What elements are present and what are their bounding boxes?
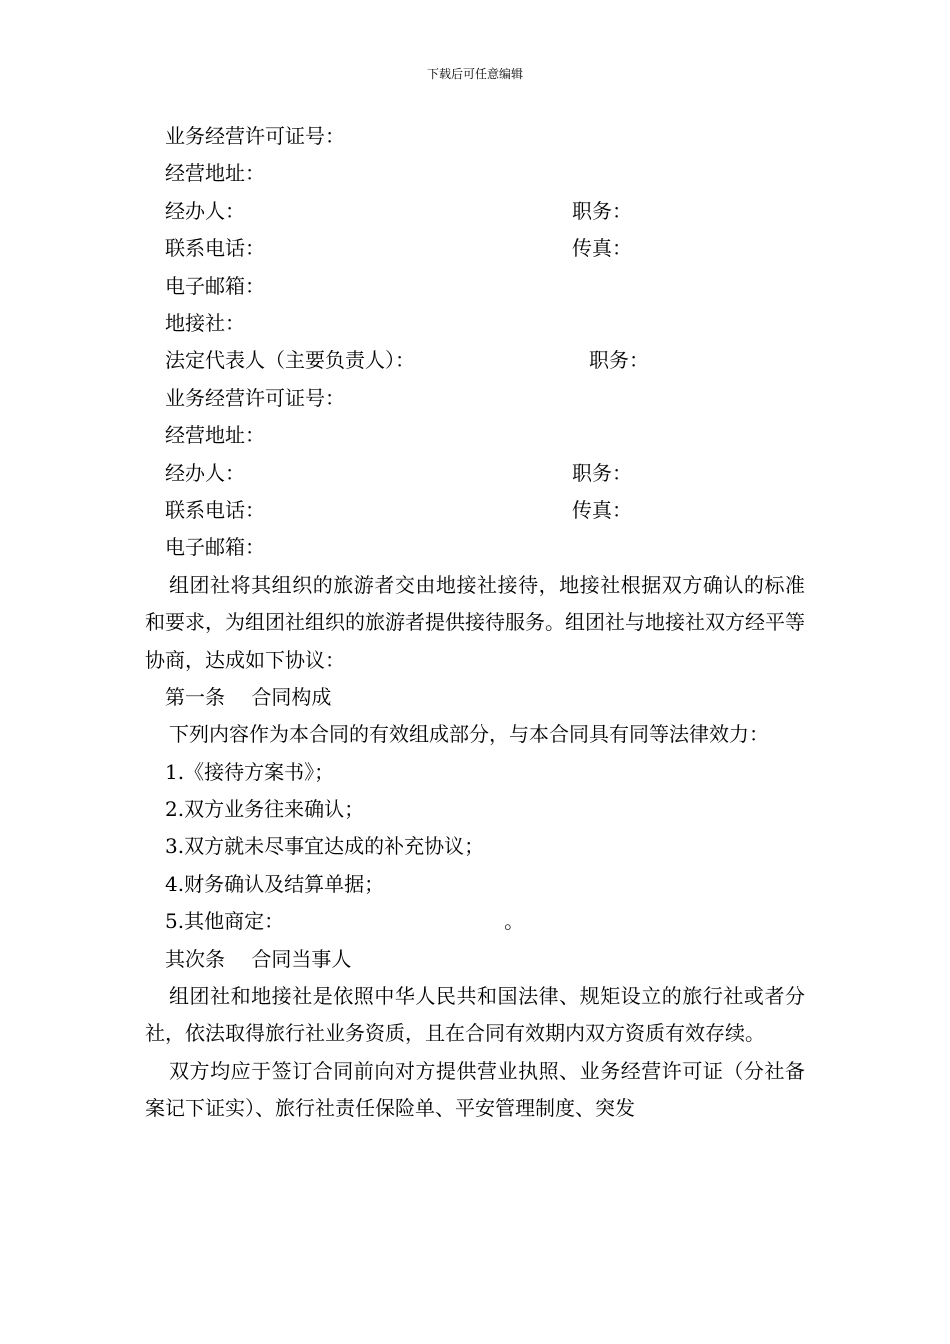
phone-line bbox=[145, 230, 805, 267]
address-label-2: 经营地址： bbox=[165, 423, 265, 448]
phone-label: 联系电话： bbox=[165, 236, 265, 261]
article-1-title: 第一条 合同构成 bbox=[165, 684, 332, 709]
position-label: 职务： bbox=[572, 198, 632, 223]
address-label: 经营地址： bbox=[165, 161, 265, 186]
email-line-2 bbox=[145, 529, 805, 566]
phone-label-2: 联系电话： bbox=[165, 497, 265, 522]
list-item: 2.双方业务往来确认； bbox=[165, 797, 365, 822]
page-header: 下载后可任意编辑 bbox=[426, 67, 523, 81]
article-2-title: 其次条 合同当事人 bbox=[165, 946, 352, 971]
list-item-end-mark: 。 bbox=[504, 909, 525, 934]
address-line-2 bbox=[145, 417, 805, 454]
phone-line-2 bbox=[145, 492, 805, 529]
intro-paragraph: 组团社将其组织的旅游者交由地接社接待，地接社根据双方确认的标准和要求，为组团社组织的旅游者提供接待服务。组团社与地接社双方经平等协商，达成如下协议： bbox=[145, 572, 805, 672]
legal-rep-position-label: 职务： bbox=[589, 348, 649, 373]
list-item: 4.财务确认及结算单据； bbox=[165, 871, 385, 896]
list-item-other bbox=[145, 903, 805, 940]
email-label: 电子邮箱： bbox=[165, 273, 265, 298]
email-label-2: 电子邮箱： bbox=[165, 535, 265, 560]
license-number-line bbox=[145, 118, 805, 155]
fax-label: 传真： bbox=[572, 236, 632, 261]
email-line bbox=[145, 268, 805, 305]
legal-rep-line bbox=[145, 342, 805, 379]
license-number-label: 业务经营许可证号： bbox=[165, 124, 345, 148]
agent-label: 经办人： bbox=[165, 198, 245, 223]
document-body bbox=[145, 118, 805, 1128]
license-number-line-2 bbox=[145, 380, 805, 417]
position-label-2: 职务： bbox=[572, 460, 632, 485]
agent-line-2 bbox=[145, 455, 805, 492]
local-agency-line bbox=[145, 305, 805, 342]
list-item: 3.双方就未尽事宜达成的补充协议； bbox=[165, 834, 485, 859]
address-line bbox=[145, 155, 805, 192]
list-item: 1.《接待方案书》； bbox=[165, 759, 335, 784]
agent-line bbox=[145, 193, 805, 230]
fax-label-2: 传真： bbox=[572, 497, 632, 522]
local-agency-label: 地接社： bbox=[165, 310, 245, 335]
license-number-label-2: 业务经营许可证号： bbox=[165, 385, 345, 410]
legal-rep-label: 法定代表人（主要负责人）： bbox=[165, 348, 415, 373]
other-agreement-label: 5.其他商定： bbox=[165, 909, 285, 934]
article-2-paragraph-2: 双方均应于签订合同前向对方提供营业执照、业务经营许可证（分社备案记下证实）、旅行社责任保险单、平安管理制度、突发 bbox=[145, 1058, 805, 1121]
article-2-paragraph-1: 组团社和地接社是依照中华人民共和国法律、规矩设立的旅行社或者分社，依法取得旅行社业务资质，且在合同有效期内双方资质有效存续。 bbox=[145, 984, 805, 1046]
article-1-text: 下列内容作为本合同的有效组成部分，与本合同具有同等法律效力： bbox=[169, 722, 769, 747]
agent-label-2: 经办人： bbox=[165, 460, 245, 485]
